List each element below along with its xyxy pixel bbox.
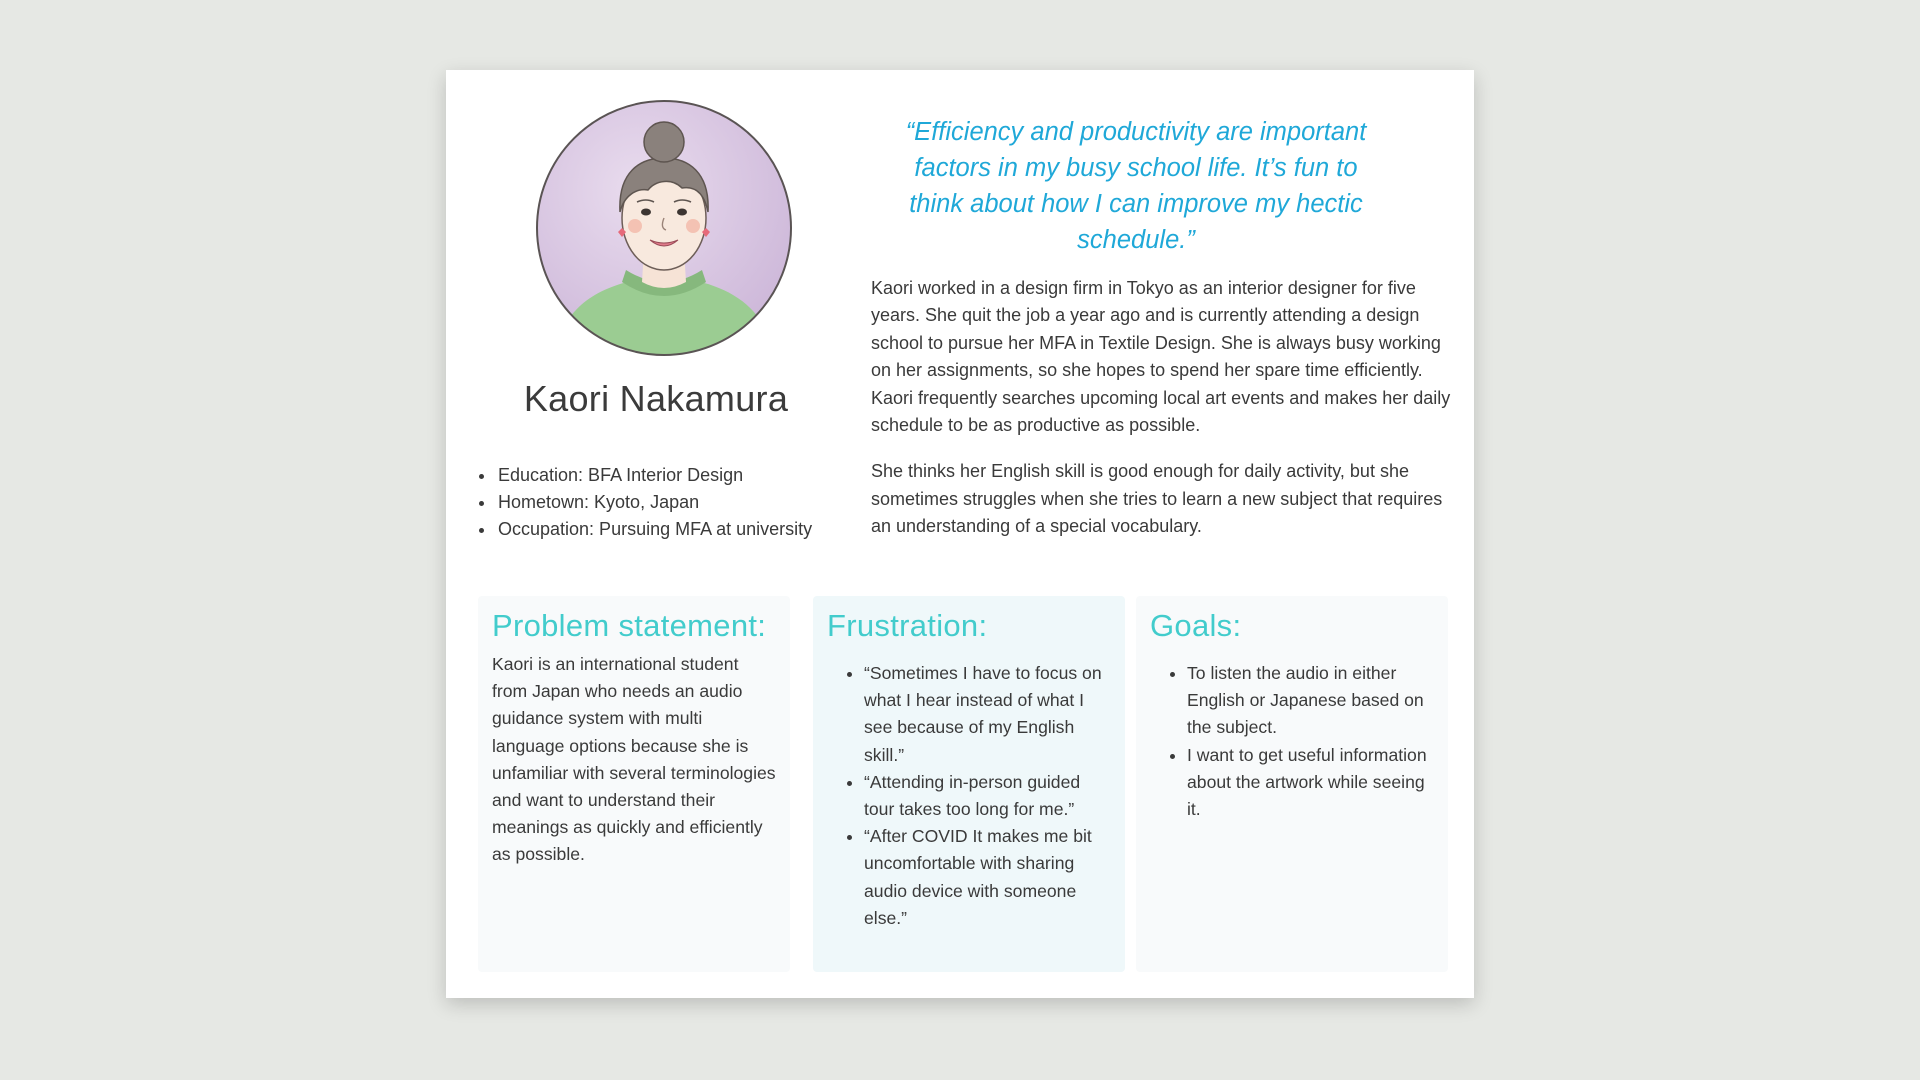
frustration-list: [827, 660, 1111, 932]
fact-hometown: • Hometown: Kyoto, Japan: [496, 489, 812, 516]
problem-statement-text: Kaori is an international student from Japan who needs an audio guidance system with multi language options because she is unfamiliar with several terminologies and want to understand their meanings as quickly and efficiently as possible.: [492, 654, 776, 865]
frustration-title: Frustration:: [827, 608, 988, 643]
fact-occupation: • Occupation: Pursuing MFA at university: [496, 516, 812, 543]
persona-avatar: [536, 100, 792, 356]
persona-bio: [871, 275, 1461, 560]
fact-education: • Education: BFA Interior Design: [496, 462, 812, 489]
problem-statement-title: Problem statement:: [492, 608, 767, 643]
frustration-panel: [813, 596, 1125, 972]
goal-item: • I want to get useful information about the artwork while seeing it.: [1187, 742, 1434, 824]
goals-list: [1150, 660, 1434, 823]
persona-quote: “Efficiency and productivity are important factors in my busy school life. It’s fun to think about how I can improve my hectic schedule.”: [905, 118, 1367, 254]
persona-name: Kaori Nakamura: [523, 378, 789, 419]
frustration-item: • “After COVID It makes me bit uncomfortable with sharing audio device with someone else.”: [864, 823, 1111, 932]
goal-item: • To listen the audio in either English or Japanese based on the subject.: [1187, 660, 1434, 742]
persona-facts-list: [472, 462, 812, 543]
frustration-item: • “Sometimes I have to focus on what I hear instead of what I see because of my English skill.”: [864, 660, 1111, 769]
goals-title: Goals:: [1150, 608, 1242, 643]
bio-paragraph-2: She thinks her English skill is good enough for daily activity, but she sometimes struggles when she tries to learn a new subject that requires an understanding of a special vocabulary.: [871, 461, 1443, 537]
frustration-item: • “Attending in-person guided tour takes too long for me.”: [864, 769, 1111, 823]
persona-card: [446, 70, 1474, 998]
problem-statement-panel: [478, 596, 790, 972]
bio-paragraph-1: Kaori worked in a design firm in Tokyo as an interior designer for five years. She quit the job a year ago and is currently attending a design school to pursue her MFA in Textile Design. She is always busy working on her assignments, so she hopes to spend her spare time efficiently. Kaori frequently searches upcoming local art events and makes her daily schedule to be as productive as possible.: [871, 278, 1451, 436]
goals-panel: [1136, 596, 1448, 972]
